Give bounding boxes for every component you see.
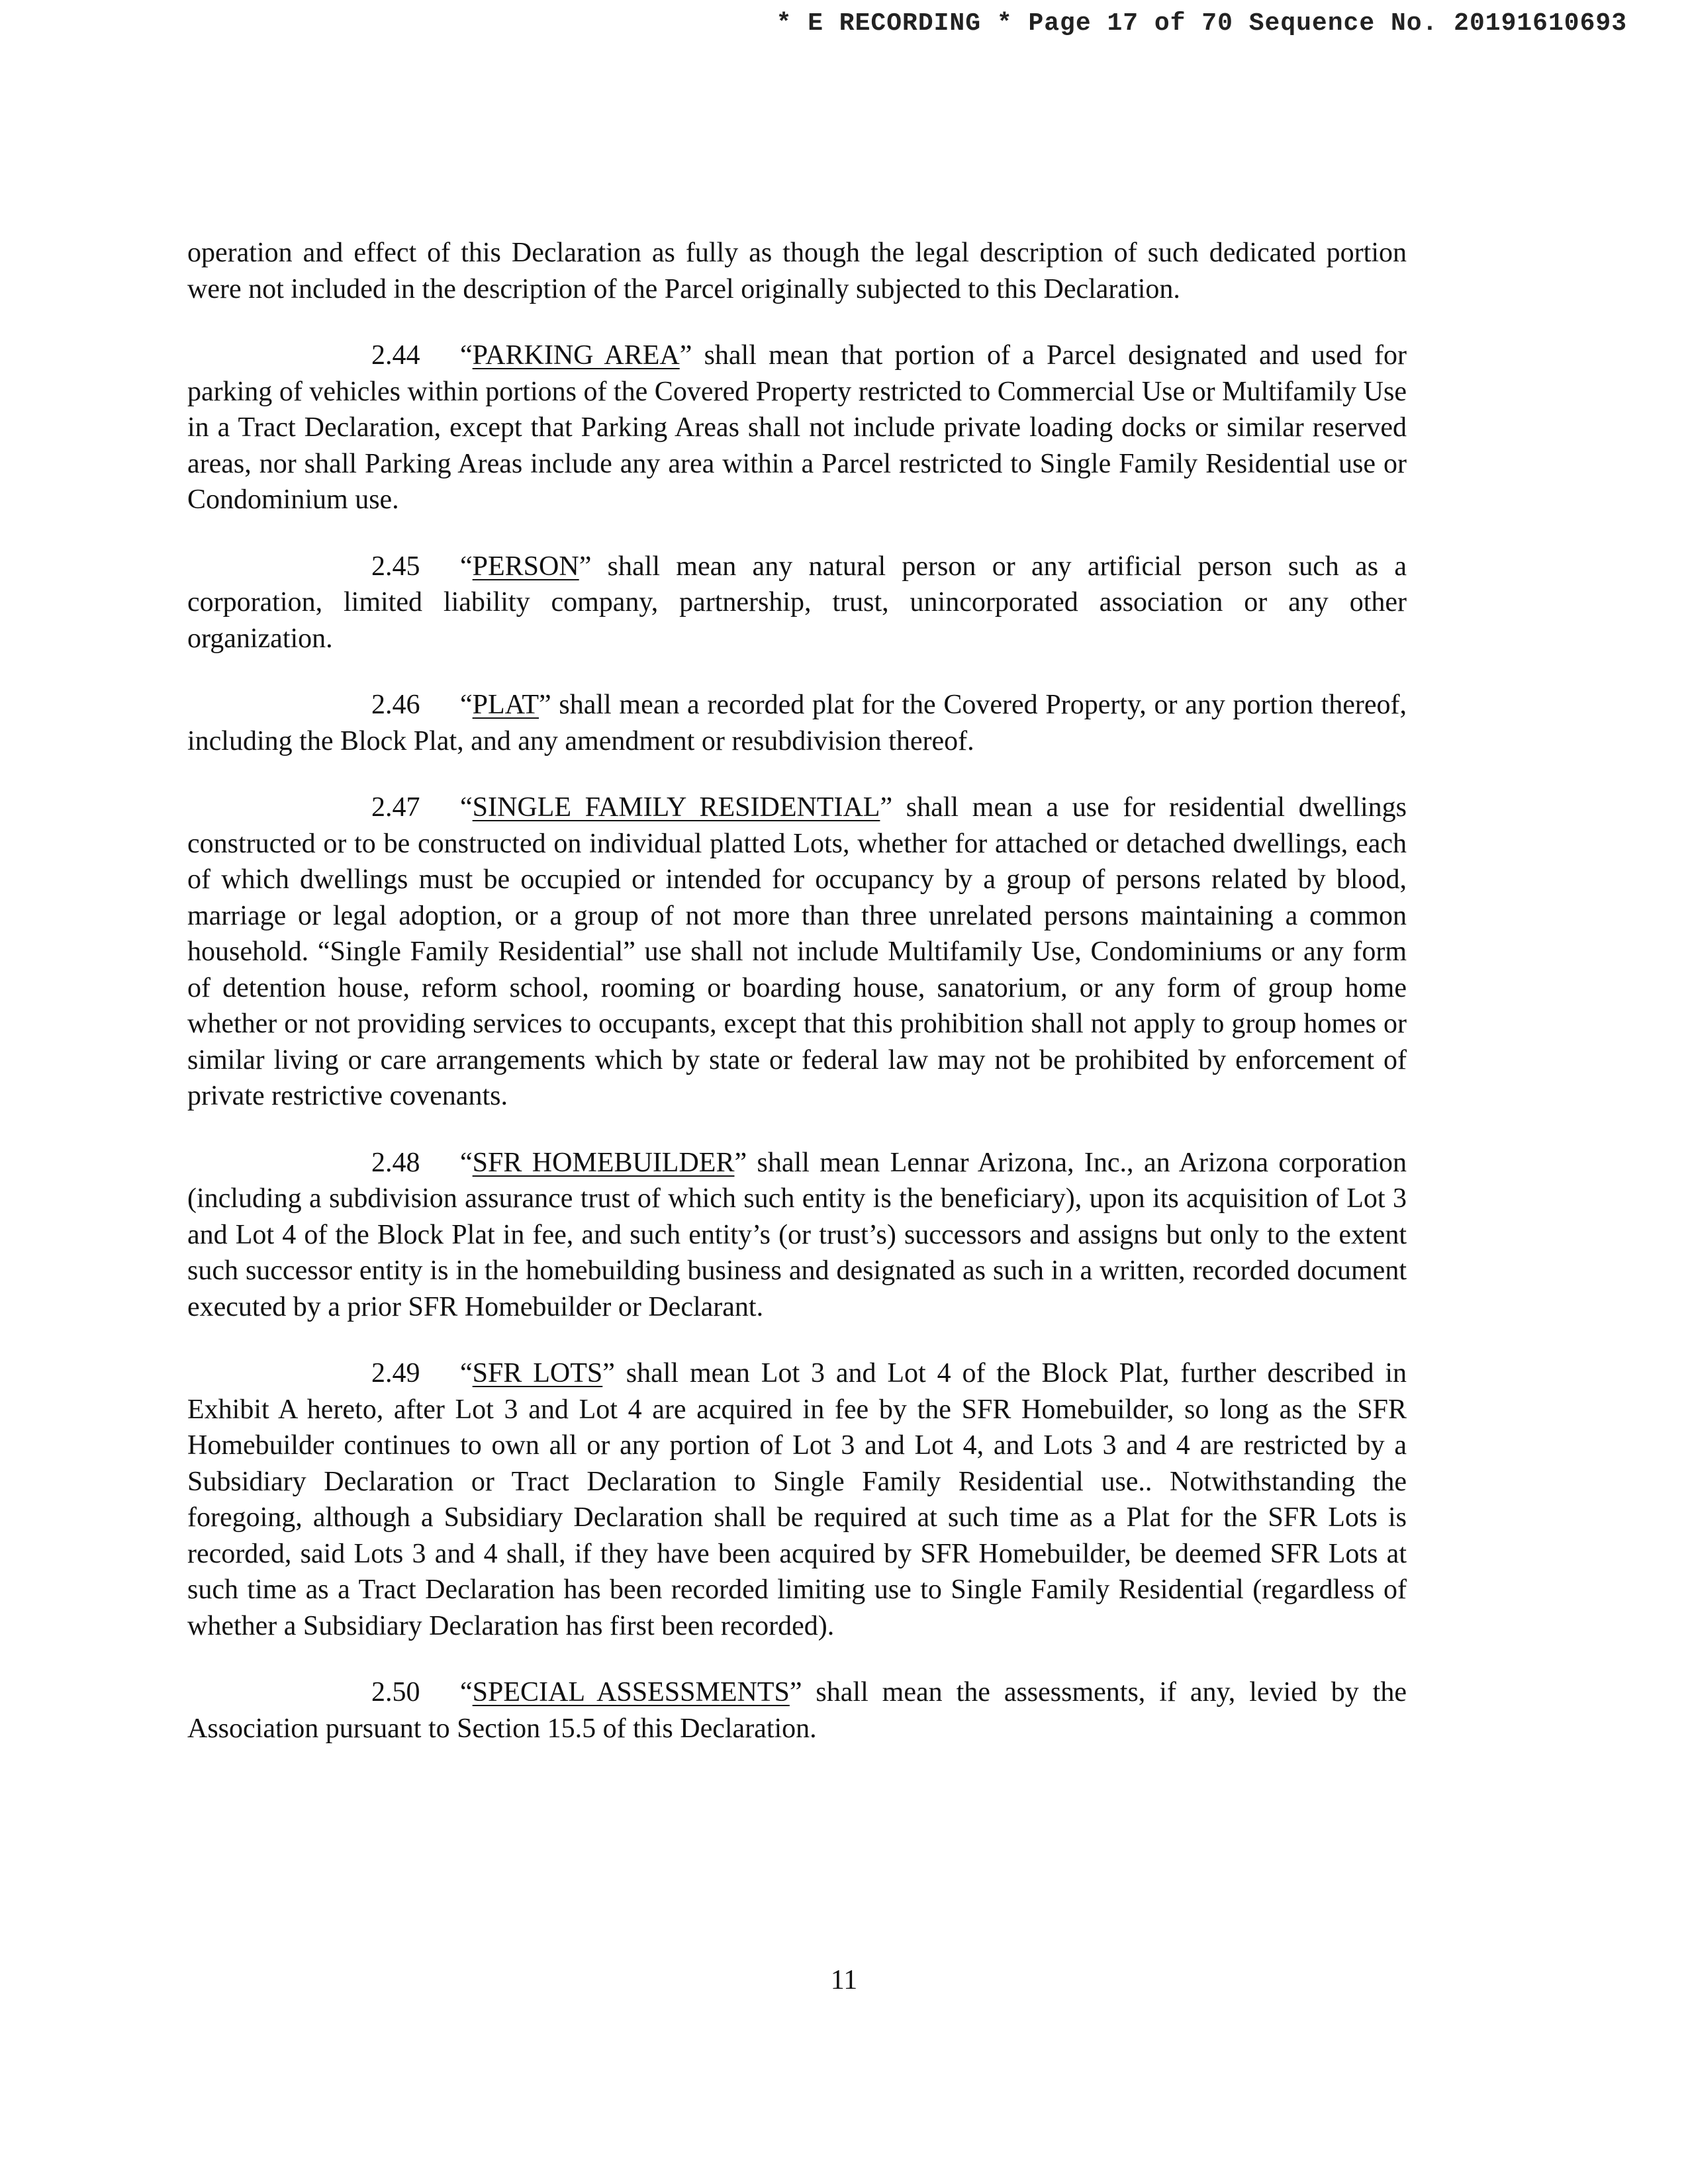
defined-term: SFR LOTS (472, 1358, 603, 1388)
definition-text: ” shall mean a use for residential dwellings constructed or to be constructed on individual platted Lots, whether for attached or detached dwellings, each of which dwellings must be occupied or intended for occupancy by a group of persons related by blood, marriage or legal adoption, or a group of not more than three unrelated persons maintaining a common household. “Single Family Residential” use shall not include Multifamily Use, Condominiums or any form of detention house, reform school, rooming or boarding house, sanatorium, or any form of group home whether or not providing services to occupants, except that this prohibition shall not apply to group homes or similar living or care arrangements which by state or federal law may not be prohibited by enforcement of private restrictive covenants. (187, 792, 1407, 1111)
defined-term: SFR HOMEBUILDER (472, 1147, 735, 1178)
section-number: 2.46 (371, 690, 420, 720)
open-quote: “ (460, 792, 473, 823)
section-2-49 (187, 1355, 1407, 1644)
section-2-50 (187, 1674, 1407, 1747)
page-number: 11 (830, 1965, 858, 1995)
defined-term: PERSON (472, 551, 579, 582)
section-number: 2.47 (371, 792, 420, 823)
definition-text: ” shall mean a recorded plat for the Covered Property, or any portion thereof, including the Block Plat, and any amendment or resubdivision thereof. (187, 690, 1407, 756)
open-quote: “ (460, 690, 473, 720)
recording-stamp: * E RECORDING * Page 17 of 70 Sequence No. 20191610693 (776, 9, 1627, 38)
section-number: 2.49 (371, 1358, 420, 1388)
open-quote: “ (460, 1677, 473, 1707)
definition-text: ” shall mean that portion of a Parcel designated and used for parking of vehicles within portions of the Covered Property restricted to Commercial Use or Multifamily Use in a Tract Declaration, except that Parking Areas shall not include private loading docks or similar reserved areas, nor shall Parking Areas include any area within a Parcel restricted to Single Family Residential use or Condominium use. (187, 340, 1407, 515)
section-2-46 (187, 687, 1407, 759)
open-quote: “ (460, 551, 473, 582)
open-quote: “ (460, 1358, 473, 1388)
section-number: 2.44 (371, 340, 420, 371)
section-number: 2.45 (371, 551, 420, 582)
defined-term: SINGLE FAMILY RESIDENTIAL (472, 792, 880, 823)
defined-term: PLAT (472, 690, 539, 720)
definition-text: ” shall mean Lot 3 and Lot 4 of the Block Plat, further described in Exhibit A hereto, after Lot 3 and Lot 4 are acquired in fee by the SFR Homebuilder, so long as the SFR Homebuilder continues to own all or any portion of Lot 3 and Lot 4, and Lots 3 and 4 are restricted by a Subsidiary Declaration or Tract Declaration to Single Family Residential use.. Notwithstanding the foregoing, although a Subsidiary Declaration shall be required at such time as a Plat for the SFR Lots is recorded, said Lots 3 and 4 shall, if they have been acquired by SFR Homebuilder, be deemed SFR Lots at such time as a Tract Declaration has been recorded limiting use to Single Family Residential (regardless of whether a Subsidiary Declaration has first been recorded). (187, 1358, 1407, 1641)
section-2-45 (187, 549, 1407, 657)
section-2-44 (187, 338, 1407, 518)
definition-text: ” shall mean Lennar Arizona, Inc., an Arizona corporation (including a subdivision assurance trust of which such entity is the beneficiary), upon its acquisition of Lot 3 and Lot 4 of the Block Plat in fee, and such entity’s (or trust’s) successors and assigns but only to the extent such successor entity is in the homebuilding business and designated as such in a written, recorded document executed by a prior SFR Homebuilder or Declarant. (187, 1147, 1407, 1322)
defined-term: PARKING AREA (472, 340, 680, 371)
definition-text: ” shall mean the assessments, if any, levied by the Association pursuant to Section 15.5 of this Declaration. (187, 1677, 1407, 1744)
continuation-paragraph: operation and effect of this Declaration as fully as though the legal description of such dedicated portion were not included in the description of the Parcel originally subjected to this Declaration. (187, 238, 1407, 304)
section-number: 2.48 (371, 1147, 420, 1178)
document-body (187, 235, 1407, 1777)
section-number: 2.50 (371, 1677, 420, 1707)
open-quote: “ (460, 340, 473, 371)
defined-term: SPECIAL ASSESSMENTS (472, 1677, 790, 1707)
definition-text: ” shall mean any natural person or any artificial person such as a corporation, limited liability company, partnership, trust, unincorporated association or any other organization. (187, 551, 1407, 654)
section-2-48 (187, 1145, 1407, 1326)
open-quote: “ (460, 1147, 473, 1178)
section-2-47 (187, 790, 1407, 1115)
